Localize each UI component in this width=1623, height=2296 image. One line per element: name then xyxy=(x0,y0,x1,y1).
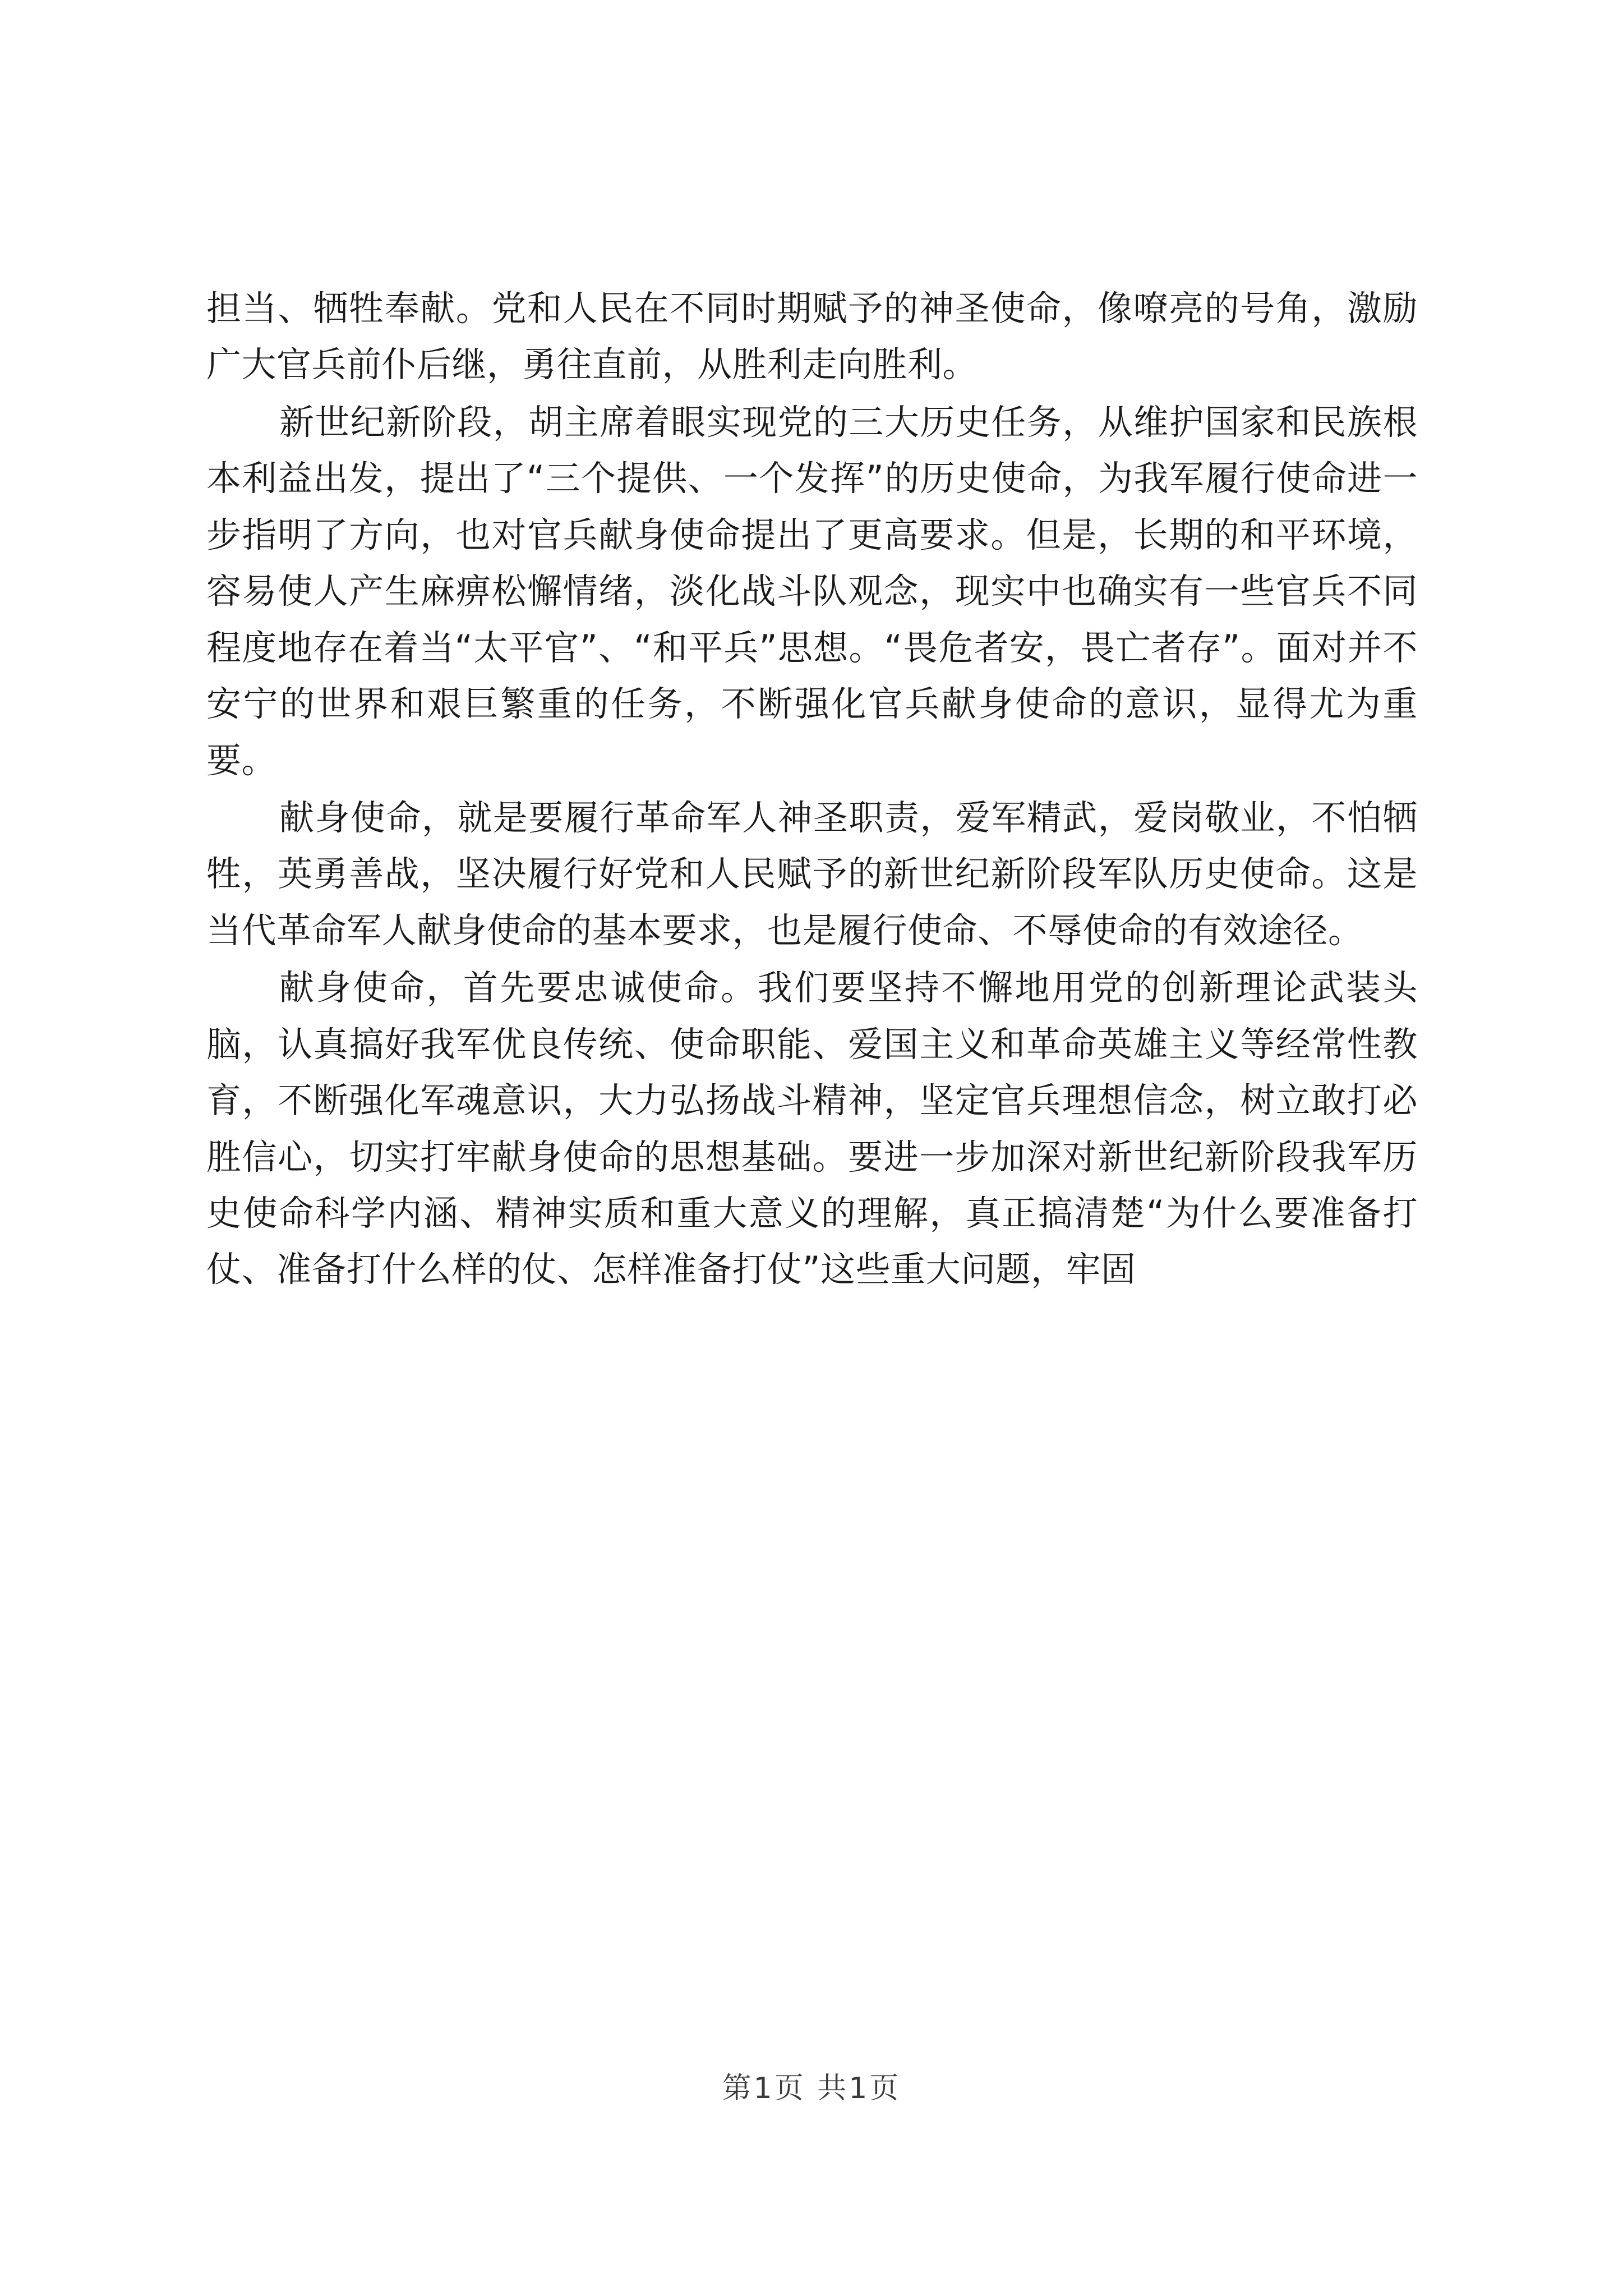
paragraph-2: 新世纪新阶段，胡主席着眼实现党的三大历史任务，从维护国家和民族根本利益出发，提出了“三个提供、一个发挥”的历史使命，为我军履行使命进一步指明了方向，也对官兵献身使命提出了更高要求。但是，长期的和平环境，容易使人产生麻痹松懈情绪，淡化战斗队观念，现实中也确实有一些官兵不同程度地存在着当“太平官”、“和平兵”思想。“畏危者安，畏亡者存”。面对并不安宁的世界和艰巨繁重的任务，不断强化官兵献身使命的意识，显得尤为重要。 xyxy=(206,401,1418,781)
paragraph-1: 担当、牺牲奉献。党和人民在不同时期赋予的神圣使命，像嘹亮的号角，激励广大官兵前仆后继，勇往直前，从胜利走向胜利。 xyxy=(206,288,1418,385)
paragraph-3: 献身使命，就是要履行革命军人神圣职责，爱军精武，爱岗敬业，不怕牺牲，英勇善战，坚决履行好党和人民赋予的新世纪新阶段军队历史使命。这是当代革命军人献身使命的基本要求，也是履行使命、不辱使命的有效途径。 xyxy=(206,797,1418,951)
paragraph-4: 献身使命，首先要忠诚使命。我们要坚持不懈地用党的创新理论武装头脑，认真搞好我军优良传统、使命职能、爱国主义和革命英雄主义等经常性教育，不断强化军魂意识，大力弘扬战斗精神，坚定官兵理想信念，树立敢打必胜信心，切实打牢献身使命的思想基础。要进一步加深对新世纪新阶段我军历史使命科学内涵、精神实质和重大意义的理解，真正搞清楚“为什么要准备打仗、准备打什么样的仗、怎样准备打仗”这些重大问题，牢固 xyxy=(206,967,1418,1290)
page-footer: 第1页 共1页 xyxy=(722,2072,901,2105)
document-body xyxy=(206,280,1418,1299)
